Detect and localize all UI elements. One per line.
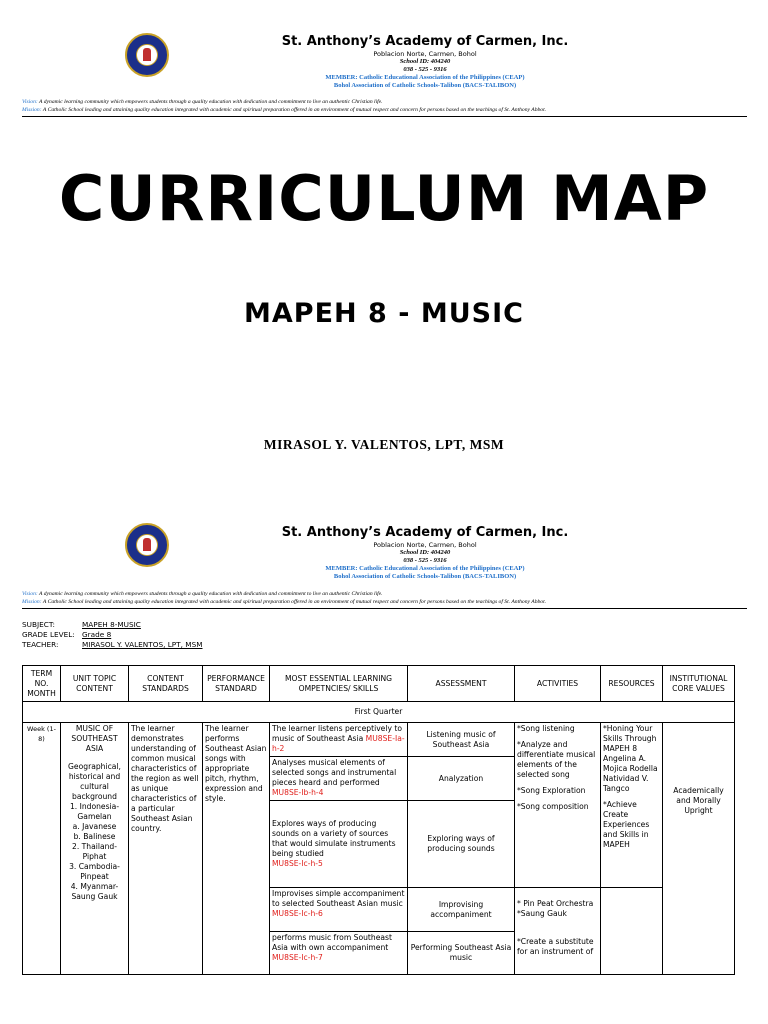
melc-cell: Analyses musical elements of selected songs and instrumental pieces heard and performed MU8SE-Ib-h-4 [270,757,408,801]
teacher-name: MIRASOL Y. VALENTOS, LPT, MSM [263,437,505,452]
subject-value: MAPEH 8-MUSIC [82,620,141,629]
header-term: TERM NO. MONTH [23,666,61,702]
performance-standard-cell: The learner performs Southeast Asian songs with appropriate pitch, rhythm, expression and style. [203,723,270,975]
header-content-standards: CONTENT STANDARDS [129,666,203,702]
school-address: Poblacion Norte, Carmen, Bohol [373,50,477,58]
grade-value: Grade 8 [82,630,112,639]
member-bacs: Bohol Association of Catholic Schools-Talibon (BACS-TALIBON) [333,573,517,580]
school-phone: 038 - 525 - 9316 [403,66,447,73]
header-melc: MOST ESSENTIAL LEARNING OMPETNCIES/ SKILLS [270,666,408,702]
school-phone: 038 - 525 - 9316 [403,557,447,564]
curriculum-table [22,665,735,975]
header-activities: ACTIVITIES [515,666,601,702]
vision-statement: Vision: A dynamic learning community which empowers students through a quality education with dedication and commitment to live an authentic Christian life. [22,99,383,105]
subject-info: SUBJECT: MAPEH 8-MUSIC GRADE LEVEL: Grade 8 TEACHER: MIRASOL Y. VALENTOS, LPT, MSM [22,620,203,649]
header-divider [22,608,747,609]
assessment-cell: Improvising accompaniment [408,888,515,932]
school-name: St. Anthony’s Academy of Carmen, Inc. [281,34,569,49]
mission-statement: Mission: A Catholic School leading and attaining quality education integrated with academic and spiritual preparation offered in an environment of mutual respect and concern for persons based on the teachings of St. Anthony Abbot. [22,599,547,605]
assessment-cell: Exploring ways of producing sounds [408,801,515,888]
vision-statement: Vision: A dynamic learning community which empowers students through a quality education with dedication and commitment to live an authentic Christian life. [22,591,383,597]
school-id: School ID: 404240 [399,58,451,65]
teacher-value: MIRASOL Y. VALENTOS, LPT, MSM [82,640,203,649]
member-ceap: MEMBER: Catholic Educational Association of the Philippines (CEAP) [325,74,525,81]
quarter-row [23,702,735,723]
school-header [160,34,690,90]
header-resources: RESOURCES [601,666,663,702]
content-standard-cell: The learner demonstrates understanding of common musical characteristics of the region as well as unique characteristics of a particular Southeast Asian country. [129,723,203,975]
assessment-cell: Listening music of Southeast Asia [408,723,515,757]
school-id: School ID: 404240 [399,549,451,556]
document-title: CURRICULUM MAP [58,162,710,235]
assessment-cell: Analyzation [408,757,515,801]
header-assessment: ASSESSMENT [408,666,515,702]
school-name: St. Anthony’s Academy of Carmen, Inc. [281,525,569,540]
activities-cell: *Song listening *Analyze and differentiate musical elements of the selected song *Song Exploration *Song composition [515,723,601,888]
melc-cell: Improvises simple accompaniment to selected Southeast Asian music MU8SE-Ic-h-6 [270,888,408,932]
member-ceap: MEMBER: Catholic Educational Association of the Philippines (CEAP) [325,565,525,572]
core-values-cell: Academically and Morally Upright [663,723,735,975]
header-core-values: INSTITUTIONAL CORE VALUES [663,666,735,702]
table-row [23,723,735,757]
table-header-row [23,666,735,702]
week-cell: Week (1-8) [23,723,61,975]
school-header [160,525,690,581]
activities-cell: * Pin Peat Orchestra *Saung Gauk *Create a substitute for an instrument of [515,888,601,975]
quarter-label: First Quarter [23,702,735,723]
header-unit: UNIT TOPIC CONTENT [61,666,129,702]
melc-cell: Explores ways of producing sounds on a variety of sources that would simulate instruments being studied MU8SE-Ic-h-5 [270,801,408,888]
header-performance-standard: PERFORMANCE STANDARD [203,666,270,702]
mission-statement: Mission: A Catholic School leading and attaining quality education integrated with academic and spiritual preparation offered in an environment of mutual respect and concern for persons based on the teachings of St. Anthony Abbot. [22,107,547,113]
school-address: Poblacion Norte, Carmen, Bohol [373,541,477,549]
document-subtitle: MAPEH 8 - MUSIC [244,298,524,329]
assessment-cell: Performing Southeast Asia music [408,932,515,975]
melc-cell: The learner listens perceptively to music of Southeast Asia MU8SE-Ia-h-2 [270,723,408,757]
resources-cell [601,888,663,975]
member-bacs: Bohol Association of Catholic Schools-Talibon (BACS-TALIBON) [333,82,517,89]
resources-cell: *Honing Your Skills Through MAPEH 8 Angelina A. Mojica Rodella Natividad V. Tangco *Achieve Create Experiences and Skills in MAPEH [601,723,663,888]
melc-cell: performs music from Southeast Asia with own accompaniment MU8SE-Ic-h-7 [270,932,408,975]
header-divider [22,116,747,117]
unit-topic-cell: MUSIC OF SOUTHEAST ASIA Geographical, historical and cultural background 1. Indonesia-Gamelan a. Javanese b. Balinese 2. Thailand-Piphat 3. Cambodia-Pinpeat 4. Myanmar-Saung Gauk [61,723,129,975]
